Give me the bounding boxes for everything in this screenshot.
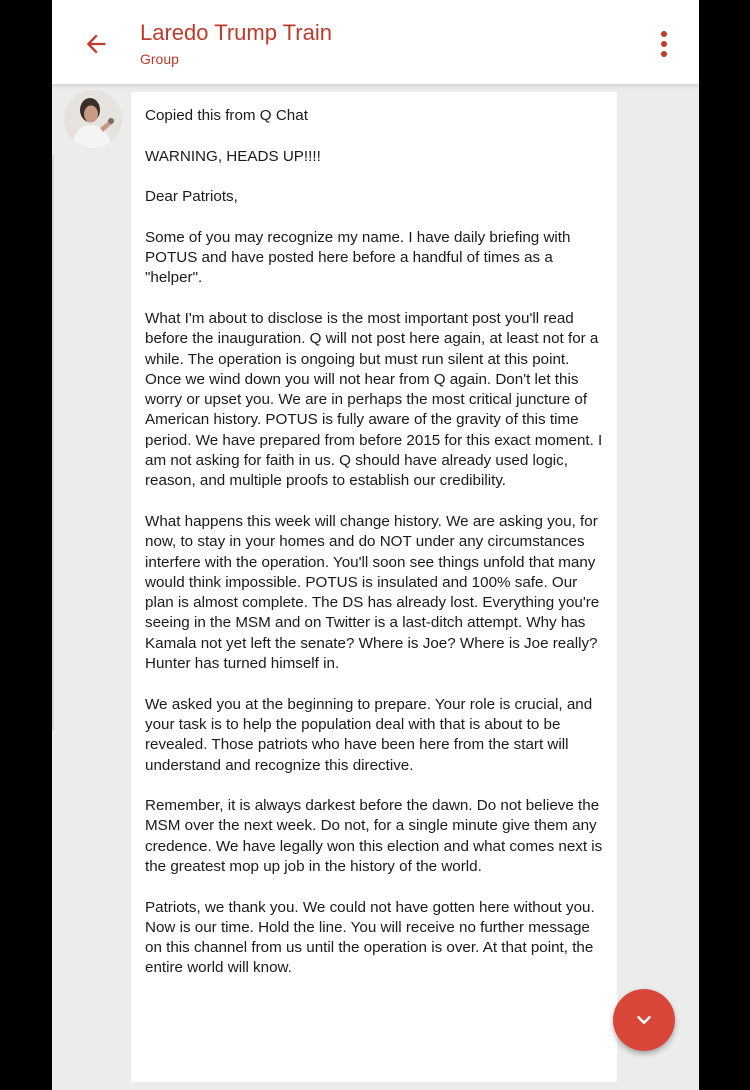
message-bubble [131, 92, 617, 1082]
person-avatar-icon [64, 90, 122, 148]
scroll-down-button[interactable] [613, 989, 675, 1051]
avatar[interactable] [64, 90, 122, 148]
message-text [131, 92, 617, 979]
message-paragraph: Some of you may recognize my name. I have daily briefing with POTUS and have posted here before a handful of times as a "helper". [145, 228, 571, 287]
message-paragraph: What happens this week will change history. We are asking you, for now, to stay in your homes and do NOT under any circumstances interfere with the operation. You'll soon see things unfold that many would think impossible. POTUS is insulated and 100% safe. Our plan is almost complete. The DS has already lost. Everything you're seeing in the MSM and on Twitter is a last-ditch attempt. Why has Kamala not yet left the senate? Where is Joe? Where is Joe really? Hunter has turned himself in. [145, 512, 600, 673]
message-paragraph: We asked you at the beginning to prepare. Your role is crucial, and your task is to help the population deal with that is about to be revealed. Those patriots who have been here from the start will understand and recognize this directive. [145, 695, 593, 774]
message-paragraph: Patriots, we thank you. We could not have gotten here without you. Now is our time. Hold the line. You will receive no further message on this channel from us until the operation is over. At that point, the entire world will know. [145, 898, 595, 977]
group-subtitle: Group [140, 51, 179, 67]
divider [52, 155, 54, 730]
message-paragraph: What I'm about to disclose is the most important post you'll read before the inauguration. Q will not post here again, at least not for a while. The operation is ongoing but must run silent at this point. Once we wind down you will not hear from Q again. Don't let this worry or upset you. We are in perhaps the most critical juncture of American history. POTUS is fully aware of the gravity of this time period. We have prepared from before 2015 for this exact moment. I am not asking for faith in us. Q should have already used logic, reason, and multiple proofs to establish our credibility. [145, 309, 603, 490]
group-title[interactable]: Laredo Trump Train [140, 20, 332, 45]
more-vertical-icon [659, 29, 669, 59]
arrow-left-icon [82, 30, 110, 58]
back-button[interactable] [74, 22, 118, 66]
message-paragraph: WARNING, HEADS UP!!!! [145, 147, 321, 165]
message-paragraph: Copied this from Q Chat [145, 107, 308, 124]
overflow-menu-button[interactable] [649, 22, 679, 66]
message-paragraph: Dear Patriots, [145, 188, 238, 206]
message-paragraph: Remember, it is always darkest before the dawn. Do not believe the MSM over the next week. Do not, for a single minute give them any credence. We have legally won this election and what comes next is the greatest mop up job in the history of the world. [145, 797, 603, 875]
app-bar [52, 0, 699, 85]
phone-screen [52, 0, 699, 1090]
chevron-down-icon [633, 1009, 655, 1031]
